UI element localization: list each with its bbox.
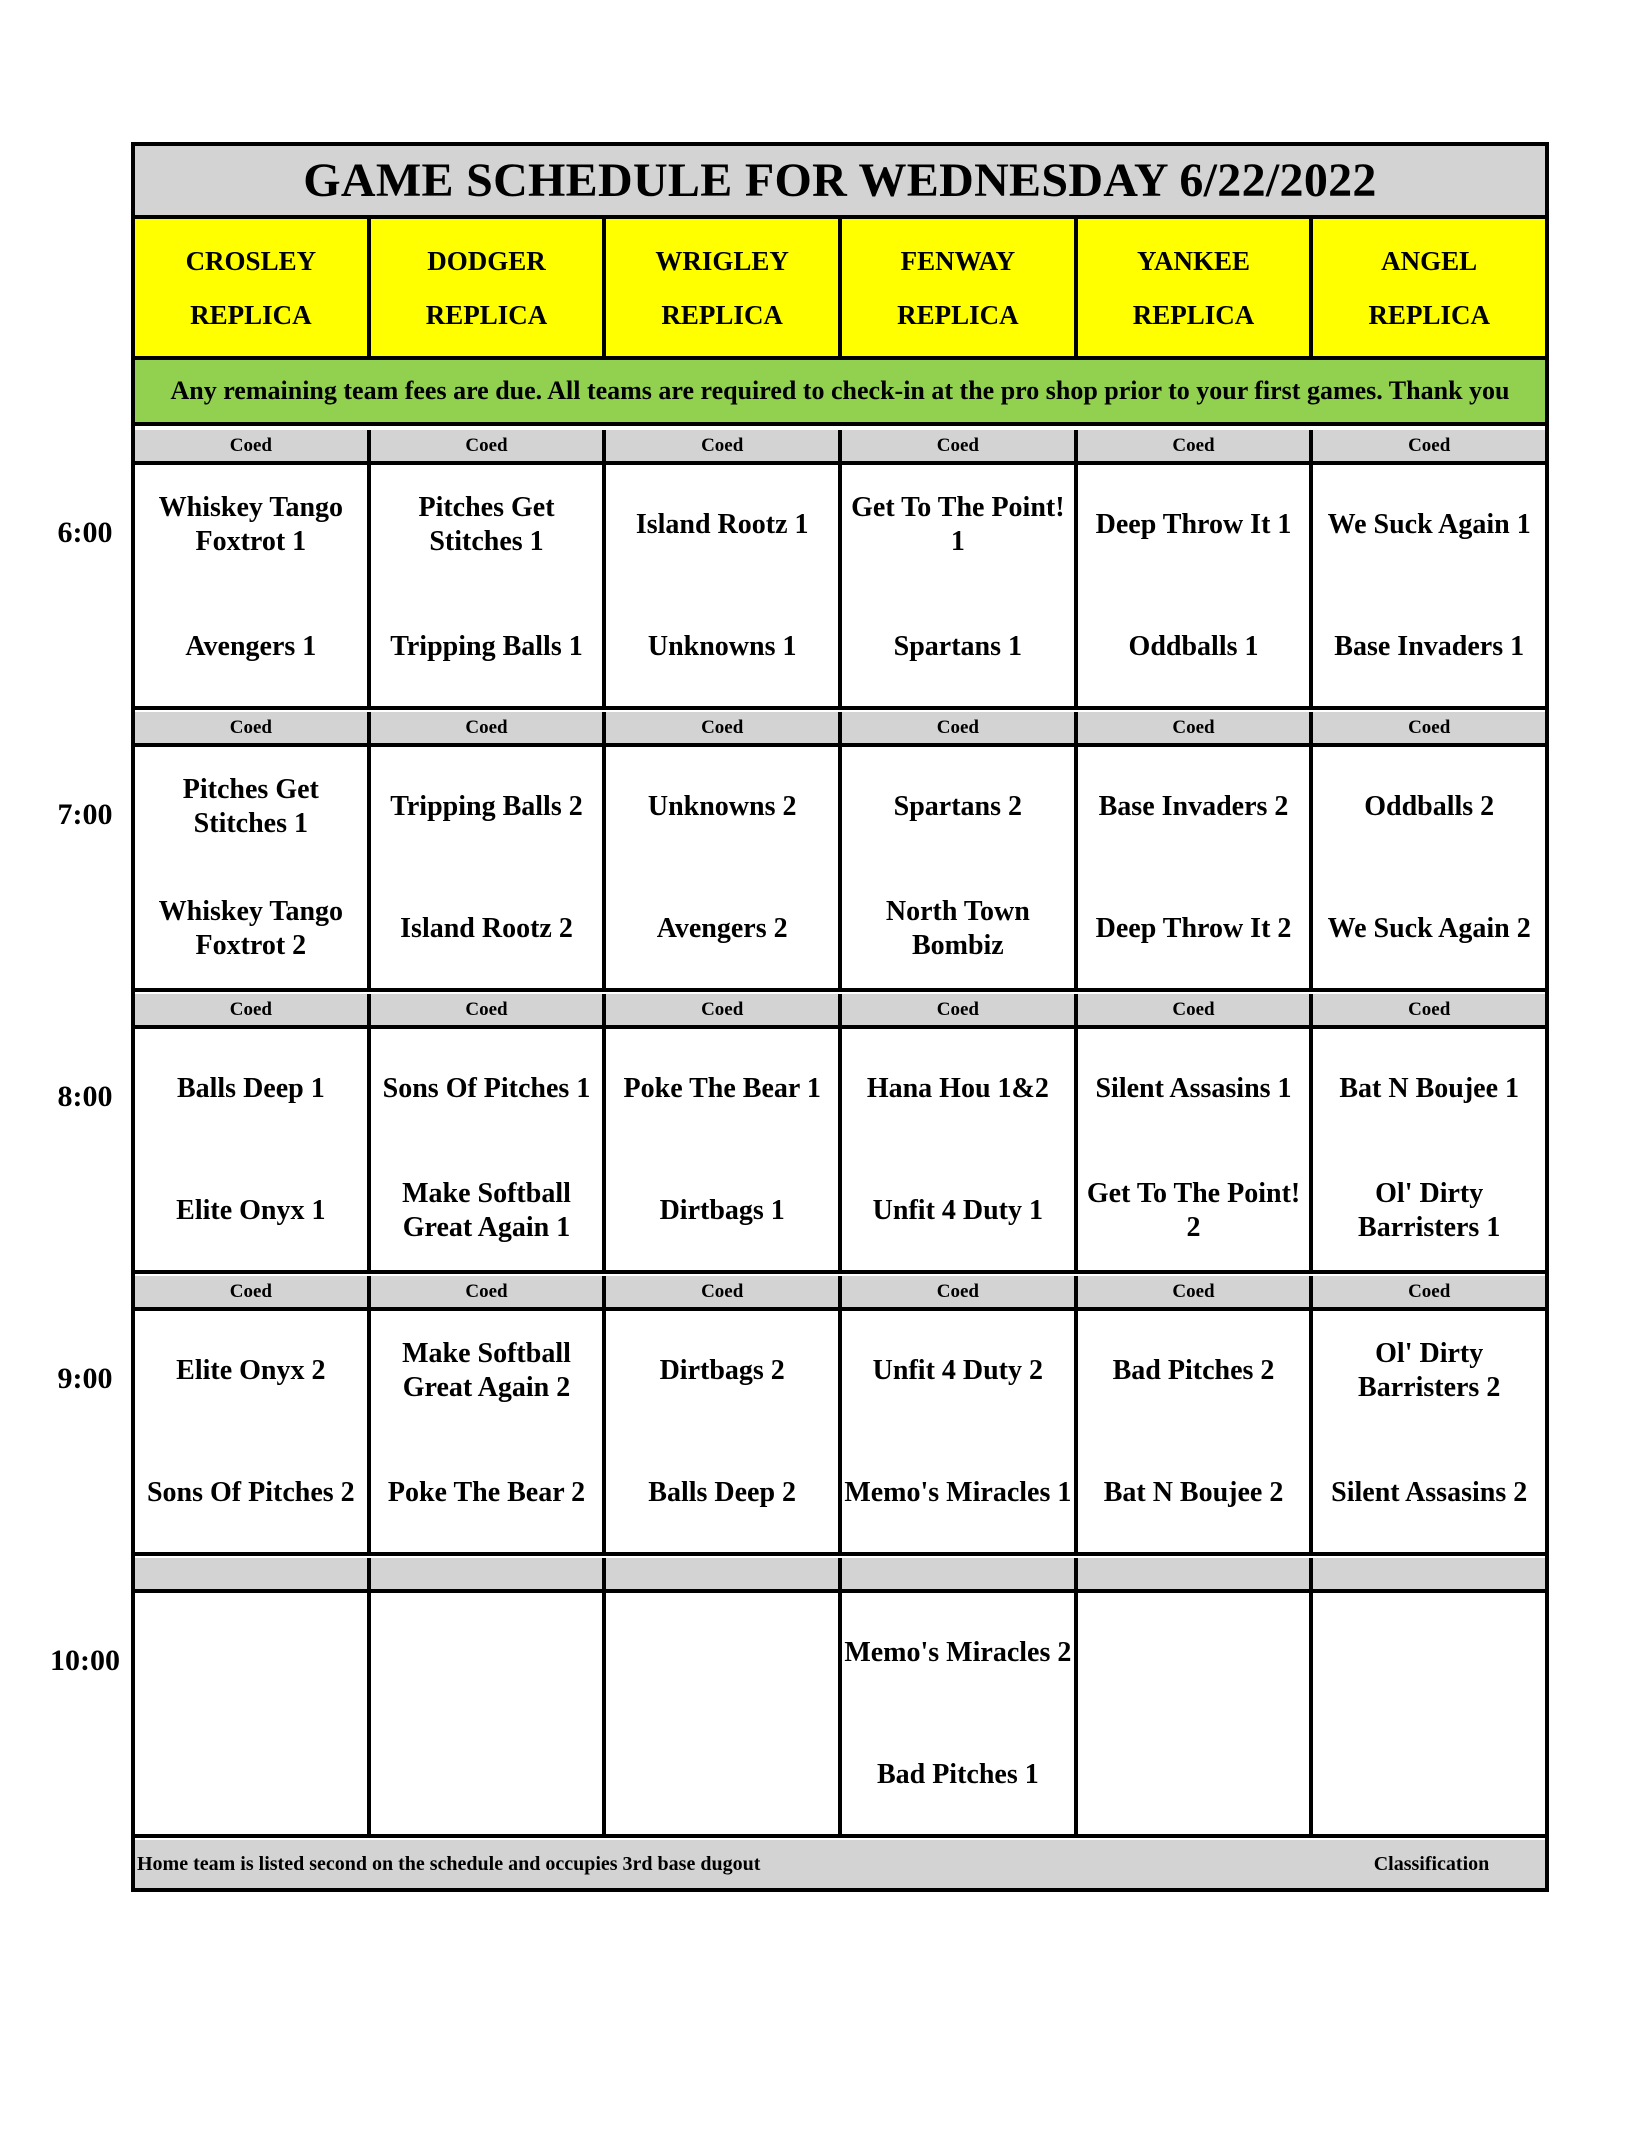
category-label: Coed xyxy=(135,430,371,461)
away-team xyxy=(1315,1613,1543,1693)
home-team: Base Invaders 1 xyxy=(1334,631,1525,662)
category-label: Coed xyxy=(371,994,607,1025)
game-cell xyxy=(842,1593,1078,1834)
away-team: Deep Throw It 1 xyxy=(1095,509,1292,540)
game-cell xyxy=(135,747,371,988)
home-team: Avengers 1 xyxy=(185,631,317,662)
home-team: Unknowns 1 xyxy=(647,631,797,662)
home-team: Oddballs 1 xyxy=(1128,631,1259,662)
time-slot-block xyxy=(135,1276,1545,1556)
category-label xyxy=(135,1558,371,1589)
game-cell xyxy=(1313,465,1545,706)
schedule-title: GAME SCHEDULE FOR WEDNESDAY 6/22/2022 xyxy=(135,146,1545,219)
home-team: Bad Pitches 1 xyxy=(876,1759,1039,1790)
time-label: 10:00 xyxy=(50,1644,120,1677)
game-cell xyxy=(1078,1311,1314,1552)
away-team: We Suck Again 1 xyxy=(1327,509,1531,540)
field-name: ANGEL xyxy=(1381,245,1478,276)
game-cell xyxy=(1313,747,1545,988)
home-team: Unfit 4 Duty 1 xyxy=(872,1195,1044,1226)
game-cell xyxy=(842,1311,1078,1552)
category-label: Coed xyxy=(135,712,371,743)
away-team: Hana Hou 1&2 xyxy=(866,1073,1049,1104)
category-label: Coed xyxy=(842,994,1078,1025)
away-team: Base Invaders 2 xyxy=(1098,791,1289,822)
game-row xyxy=(135,465,1545,710)
category-label: Coed xyxy=(371,430,607,461)
category-label: Coed xyxy=(606,994,842,1025)
game-cell xyxy=(1313,1593,1545,1834)
away-team xyxy=(373,1613,601,1693)
home-team: North Town Bombiz xyxy=(885,896,1030,961)
home-team: Balls Deep 2 xyxy=(648,1477,797,1508)
field-type: REPLICA xyxy=(1132,299,1255,330)
game-cell xyxy=(606,747,842,988)
category-label: Coed xyxy=(371,1276,607,1307)
category-label: Coed xyxy=(1078,1276,1314,1307)
home-team: Avengers 2 xyxy=(656,913,788,944)
home-team: Make Softball Great Again 1 xyxy=(402,1178,571,1243)
field-header xyxy=(1078,219,1314,356)
away-team: Poke The Bear 1 xyxy=(623,1073,821,1104)
away-team: Memo's Miracles 2 xyxy=(844,1637,1072,1668)
category-label: Coed xyxy=(1078,712,1314,743)
home-team: Island Rootz 2 xyxy=(400,913,573,944)
away-team: Whiskey Tango Foxtrot 1 xyxy=(158,492,344,557)
away-team: Ol' Dirty Barristers 2 xyxy=(1358,1338,1501,1403)
home-team: Elite Onyx 1 xyxy=(176,1195,326,1226)
category-label: Coed xyxy=(606,430,842,461)
game-cell xyxy=(371,1029,607,1270)
field-name: CROSLEY xyxy=(185,245,317,276)
time-label: 7:00 xyxy=(57,798,113,831)
game-cell xyxy=(1313,1311,1545,1552)
time-slot-block xyxy=(135,994,1545,1274)
category-label: Coed xyxy=(135,1276,371,1307)
away-team: Island Rootz 1 xyxy=(635,509,809,540)
away-team: Pitches Get Stitches 1 xyxy=(182,774,319,839)
game-cell xyxy=(1078,1593,1314,1834)
home-team: We Suck Again 2 xyxy=(1327,913,1531,944)
game-cell xyxy=(371,465,607,706)
away-team: Elite Onyx 2 xyxy=(176,1355,326,1386)
home-team: Memo's Miracles 1 xyxy=(844,1477,1072,1508)
game-cell xyxy=(606,1029,842,1270)
category-label: Coed xyxy=(606,712,842,743)
field-name: FENWAY xyxy=(900,245,1016,276)
footer-note: Home team is listed second on the schedule and occupies 3rd base dugout xyxy=(137,1852,761,1875)
field-type: REPLICA xyxy=(425,299,548,330)
category-label: Coed xyxy=(371,712,607,743)
field-type: REPLICA xyxy=(190,299,312,330)
away-team: Spartans 2 xyxy=(893,791,1023,822)
away-team: Bat N Boujee 1 xyxy=(1339,1073,1520,1104)
game-cell xyxy=(1313,1029,1545,1270)
home-team: Poke The Bear 2 xyxy=(387,1477,586,1508)
game-cell xyxy=(606,465,842,706)
category-row xyxy=(135,994,1545,1029)
field-header-row xyxy=(135,219,1545,360)
away-team: Get To The Point! 1 xyxy=(851,492,1065,557)
away-team: Dirtbags 2 xyxy=(659,1355,785,1386)
field-header xyxy=(606,219,842,356)
away-team xyxy=(608,1613,836,1693)
game-cell xyxy=(135,465,371,706)
category-label xyxy=(842,1558,1078,1589)
home-team xyxy=(373,1735,601,1815)
category-label: Coed xyxy=(606,1276,842,1307)
category-label xyxy=(606,1558,842,1589)
game-cell xyxy=(1078,747,1314,988)
game-cell xyxy=(606,1593,842,1834)
game-row xyxy=(135,1593,1545,1838)
away-team: Unknowns 2 xyxy=(647,791,797,822)
away-team: Make Softball Great Again 2 xyxy=(402,1338,571,1403)
away-team: Balls Deep 1 xyxy=(176,1073,325,1104)
game-cell xyxy=(135,1029,371,1270)
category-label: Coed xyxy=(1408,1280,1451,1302)
time-slot-block xyxy=(135,1558,1545,1838)
footer-row xyxy=(135,1840,1545,1888)
category-label xyxy=(371,1558,607,1589)
away-team xyxy=(137,1613,365,1693)
game-cell xyxy=(371,747,607,988)
category-label: Coed xyxy=(1408,434,1451,456)
game-row xyxy=(135,1029,1545,1274)
field-name: DODGER xyxy=(427,245,546,276)
home-team: Dirtbags 1 xyxy=(659,1195,785,1226)
game-row xyxy=(135,747,1545,992)
category-label: Coed xyxy=(1078,430,1314,461)
field-type: REPLICA xyxy=(897,299,1019,330)
game-cell xyxy=(842,1029,1078,1270)
time-label: 9:00 xyxy=(57,1362,113,1395)
away-team: Sons Of Pitches 1 xyxy=(382,1073,591,1104)
category-row xyxy=(135,1276,1545,1311)
category-row xyxy=(135,430,1545,465)
home-team: Tripping Balls 1 xyxy=(390,631,583,662)
category-label: Coed xyxy=(135,994,371,1025)
home-team xyxy=(1315,1735,1543,1815)
field-name: WRIGLEY xyxy=(655,245,789,276)
field-header xyxy=(1313,219,1545,356)
home-team: Spartans 1 xyxy=(893,631,1023,662)
field-type: REPLICA xyxy=(1368,299,1490,330)
home-team: Bat N Boujee 2 xyxy=(1103,1477,1284,1508)
game-cell xyxy=(1078,1029,1314,1270)
category-row xyxy=(135,712,1545,747)
home-team: Deep Throw It 2 xyxy=(1095,913,1292,944)
home-team xyxy=(137,1735,365,1815)
away-team: Silent Assasins 1 xyxy=(1095,1073,1292,1104)
category-label: Coed xyxy=(842,712,1078,743)
field-name: YANKEE xyxy=(1137,245,1251,276)
away-team: Oddballs 2 xyxy=(1364,791,1495,822)
away-team: Pitches Get Stitches 1 xyxy=(418,492,555,557)
game-cell xyxy=(135,1593,371,1834)
home-team: Ol' Dirty Barristers 1 xyxy=(1358,1178,1501,1243)
category-label xyxy=(1313,1558,1545,1589)
away-team xyxy=(1080,1613,1308,1693)
away-team: Bad Pitches 2 xyxy=(1112,1355,1275,1386)
home-team xyxy=(1080,1735,1308,1815)
time-slot-block xyxy=(135,430,1545,710)
home-team xyxy=(608,1735,836,1815)
category-label: Coed xyxy=(1408,998,1451,1020)
field-header xyxy=(371,219,607,356)
field-type: REPLICA xyxy=(661,299,783,330)
away-team: Unfit 4 Duty 2 xyxy=(872,1355,1044,1386)
time-label: 8:00 xyxy=(57,1080,113,1113)
game-cell xyxy=(371,1311,607,1552)
game-cell xyxy=(135,1311,371,1552)
home-team: Whiskey Tango Foxtrot 2 xyxy=(158,896,344,961)
game-cell xyxy=(842,747,1078,988)
away-team: Tripping Balls 2 xyxy=(390,791,583,822)
home-team: Silent Assasins 2 xyxy=(1331,1477,1528,1508)
category-label: Coed xyxy=(842,1276,1078,1307)
schedule-sheet xyxy=(131,142,1549,1892)
category-label: Coed xyxy=(842,430,1078,461)
notice-banner: Any remaining team fees are due. All teams are required to check-in at the pro shop prior to your first games. Thank you xyxy=(135,360,1545,426)
classification-label: Classification xyxy=(1373,1852,1490,1875)
game-row xyxy=(135,1311,1545,1556)
category-label: Coed xyxy=(1078,994,1314,1025)
home-team: Sons Of Pitches 2 xyxy=(146,1477,355,1508)
game-cell xyxy=(842,465,1078,706)
field-header xyxy=(135,219,371,356)
time-slot-block xyxy=(135,712,1545,992)
game-cell xyxy=(371,1593,607,1834)
home-team: Get To The Point! 2 xyxy=(1086,1178,1301,1243)
time-label: 6:00 xyxy=(57,516,113,549)
game-cell xyxy=(1078,465,1314,706)
field-header xyxy=(842,219,1078,356)
category-label: Coed xyxy=(1408,716,1451,738)
category-label xyxy=(1078,1558,1314,1589)
game-cell xyxy=(606,1311,842,1552)
category-row xyxy=(135,1558,1545,1593)
